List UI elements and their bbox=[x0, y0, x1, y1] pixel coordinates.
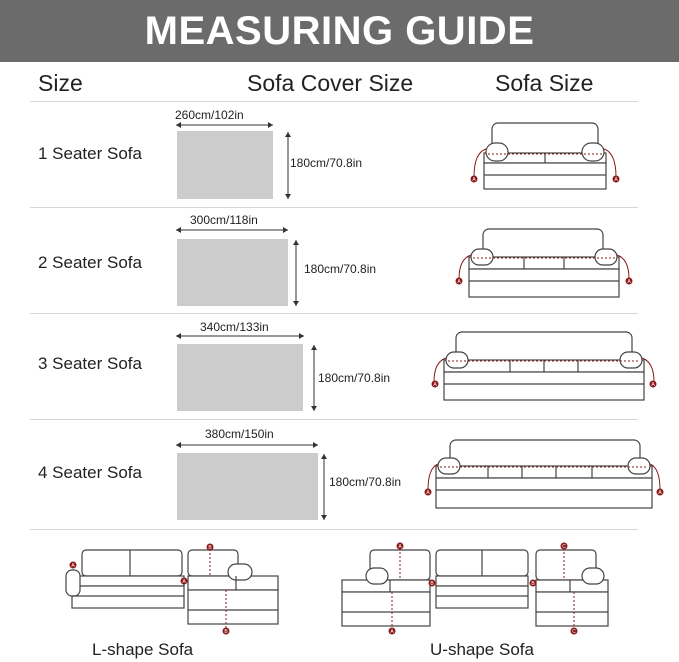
divider bbox=[30, 529, 638, 530]
title-banner bbox=[0, 0, 679, 62]
marker-b: B bbox=[208, 545, 212, 551]
row-label-3-seater: 3 Seater Sofa bbox=[38, 354, 142, 373]
cover-panel bbox=[177, 453, 318, 520]
marker-a: A bbox=[426, 490, 430, 496]
divider bbox=[30, 101, 638, 102]
marker-a: A bbox=[627, 279, 631, 285]
u-shape-label: U-shape Sofa bbox=[430, 640, 534, 659]
marker-c: C bbox=[562, 544, 566, 550]
header-cover-size: Sofa Cover Size bbox=[247, 70, 414, 96]
sofa-4-seater-illustration bbox=[422, 436, 666, 516]
marker-a: A bbox=[472, 177, 476, 183]
row-label-2-seater: 2 Seater Sofa bbox=[38, 253, 142, 272]
marker-a: A bbox=[398, 544, 402, 550]
width-arrow bbox=[172, 224, 292, 236]
cover-panel bbox=[177, 239, 288, 306]
width-arrow bbox=[172, 439, 322, 451]
cover-height-label: 180cm/70.8in bbox=[318, 371, 391, 385]
divider bbox=[30, 207, 638, 208]
marker-a: A bbox=[457, 279, 461, 285]
marker-a: A bbox=[433, 382, 437, 388]
row-label-4-seater: 4 Seater Sofa bbox=[38, 463, 142, 482]
cover-width-label: 260cm/102in bbox=[175, 108, 244, 122]
height-arrow bbox=[290, 239, 302, 309]
width-arrow bbox=[172, 330, 308, 342]
marker-a: A bbox=[651, 382, 655, 388]
cover-height-label: 180cm/70.8in bbox=[290, 156, 363, 170]
page-title: MEASURING GUIDE bbox=[144, 8, 535, 53]
l-shape-sofa-illustration bbox=[60, 540, 285, 640]
u-shape-sofa-illustration bbox=[338, 540, 613, 640]
marker-b: B bbox=[531, 581, 535, 587]
header-size: Size bbox=[38, 70, 83, 96]
cover-panel bbox=[177, 131, 273, 199]
cover-width-label: 300cm/118in bbox=[190, 213, 258, 227]
cover-height-label: 180cm/70.8in bbox=[329, 475, 402, 489]
cover-width-label: 340cm/133in bbox=[200, 320, 269, 334]
cover-panel bbox=[177, 344, 303, 411]
sofa-3-seater-illustration bbox=[428, 328, 660, 408]
cover-height-label: 180cm/70.8in bbox=[304, 262, 377, 276]
sofa-1-seater-illustration bbox=[468, 115, 626, 197]
marker-a: A bbox=[658, 490, 662, 496]
marker-b: B bbox=[224, 629, 228, 635]
marker-a: A bbox=[71, 563, 75, 569]
divider bbox=[30, 313, 638, 314]
divider bbox=[30, 419, 638, 420]
row-label-1-seater: 1 Seater Sofa bbox=[38, 144, 142, 163]
marker-a: A bbox=[614, 177, 618, 183]
marker-c: C bbox=[572, 629, 576, 635]
header-sofa-size: Sofa Size bbox=[495, 70, 594, 96]
marker-a: A bbox=[182, 579, 186, 585]
marker-a: A bbox=[390, 629, 394, 635]
sofa-2-seater-illustration bbox=[453, 223, 633, 305]
cover-width-label: 380cm/150in bbox=[205, 427, 274, 441]
l-shape-label: L-shape Sofa bbox=[92, 640, 194, 659]
marker-b: B bbox=[430, 581, 434, 587]
